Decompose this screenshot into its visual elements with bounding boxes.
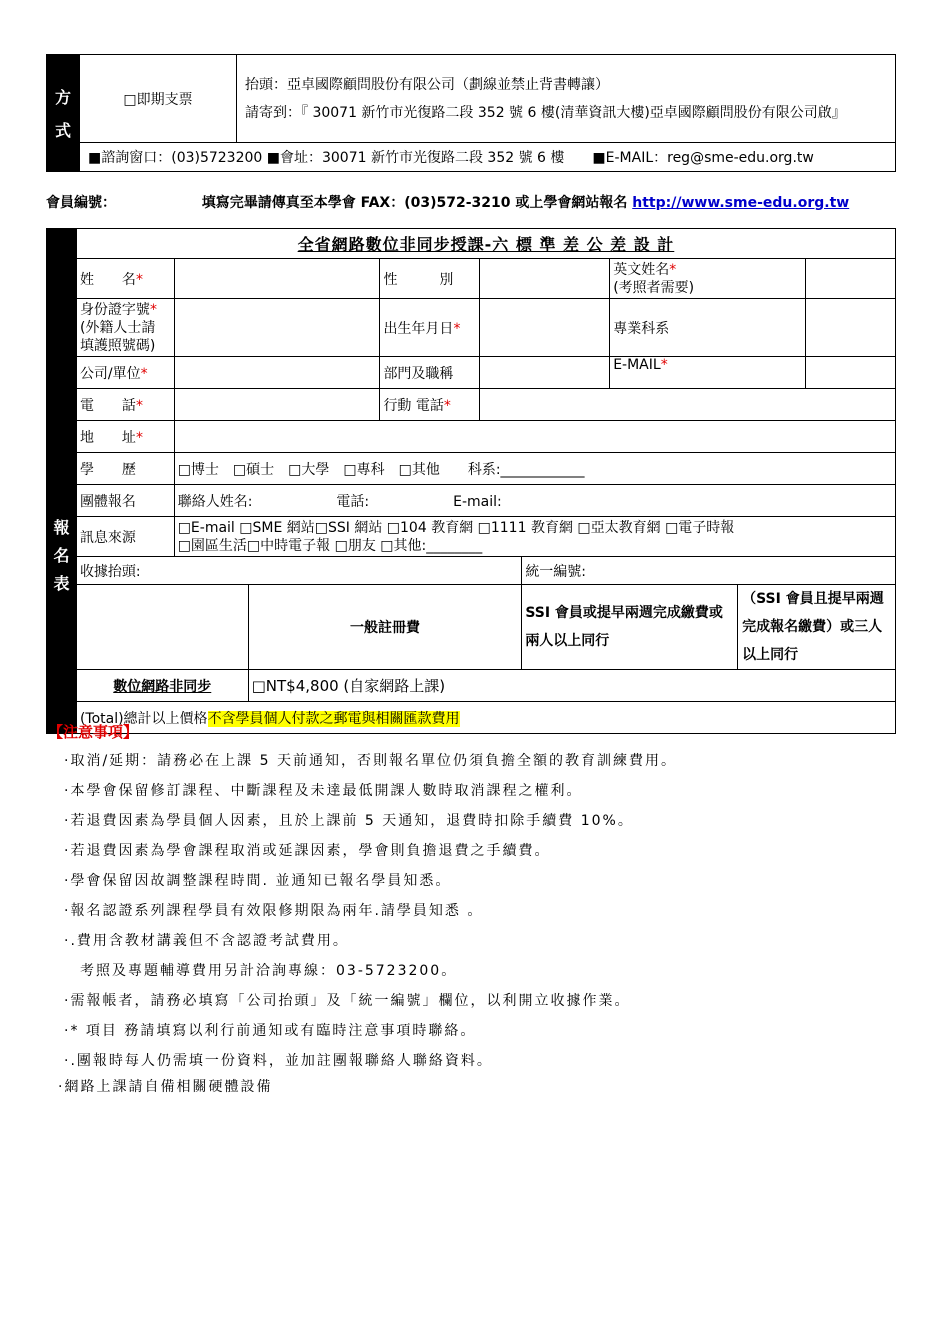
- fee-ssi-early: （SSI 會員且提早兩週完成報名繳費）或三人以上同行: [738, 585, 896, 670]
- education-options[interactable]: □博士 □碩士 □大學 □專科 □其他 科系:____________: [174, 453, 895, 485]
- education-label: 學 歷: [76, 453, 174, 485]
- gender-label: 性 別: [380, 259, 480, 299]
- phone-input[interactable]: [174, 389, 380, 421]
- note-item: ·需報帳者，請務必填寫「公司抬頭」及「統一編號」欄位，以利開立收據作業。: [64, 993, 631, 1009]
- note-item: ·若退費因素為學會課程取消或延課因素，學會則負擔退費之手續費。: [64, 843, 551, 859]
- payment-table: [46, 54, 896, 172]
- group-label: 團體報名: [76, 485, 174, 517]
- contact-info: ■諮詢窗口：(03)5723200 ■會址：30071 新竹市光復路二段 352 號 6 樓 ■E-MAIL：reg@sme-edu.org.tw: [80, 143, 896, 172]
- fee-ssi: SSI 會員或提早兩週完成繳費或兩人以上同行: [522, 585, 738, 670]
- notes-title: 【注意事項】: [48, 723, 139, 741]
- notes-section: [48, 721, 908, 1098]
- note-item: ·若退費因素為學員個人因素，且於上課前 5 天通知，退費時扣除手續費 10%。: [64, 813, 634, 829]
- gender-input[interactable]: [480, 259, 610, 299]
- address-label: 地 址*: [76, 421, 174, 453]
- name-label: 姓 名*: [76, 259, 174, 299]
- course-name: 數位網路非同步: [76, 670, 248, 702]
- source-options[interactable]: □E-mail □SME 網站□SSI 網站 □104 教育網 □1111 教育網 □亞太教育網 □電子時報 □園區生活□中時電子報 □朋友 □其他:________: [174, 517, 895, 557]
- form-title: 全省網路數位非同步授課-六 標 準 差 公 差 設 計: [76, 229, 895, 259]
- note-item: 考照及專題輔導費用另計洽詢專線：03-5723200。: [64, 963, 458, 979]
- birthday-label: 出生年月日*: [380, 299, 480, 357]
- source-label: 訊息來源: [76, 517, 174, 557]
- receipt-title[interactable]: 收據抬頭:: [76, 557, 521, 585]
- fee-general: 一般註冊費: [248, 585, 522, 670]
- major-input[interactable]: [806, 299, 896, 357]
- email-input[interactable]: [806, 357, 896, 389]
- phone-label: 電 話*: [76, 389, 174, 421]
- id-input[interactable]: [174, 299, 380, 357]
- form-header: [46, 192, 896, 212]
- group-fields[interactable]: 聯絡人姓名: 電話: E-mail:: [174, 485, 895, 517]
- fax-instruction: 填寫完畢請傳真至本學會 FAX：(03)572-3210 或上學會網站報名: [201, 195, 628, 211]
- website-link[interactable]: http://www.sme-edu.org.tw: [632, 195, 850, 211]
- payment-details: [237, 55, 896, 143]
- major-label: 專業科系: [610, 299, 806, 357]
- course-price[interactable]: □NT$4,800 (自家網路上課): [248, 670, 895, 702]
- address-input[interactable]: [174, 421, 895, 453]
- en-name-label: 英文姓名* (考照者需要): [610, 259, 806, 299]
- note-item: ·.費用含教材講義但不含認證考試費用。: [64, 933, 349, 949]
- note-item: ·網路上課請自備相關硬體設備: [58, 1079, 273, 1095]
- mobile-input[interactable]: [480, 389, 896, 421]
- note-item: ·.團報時每人仍需填一份資料，並加註團報聯絡人聯絡資料。: [64, 1053, 493, 1069]
- payee-text: 抬頭：亞卓國際顧問股份有限公司（劃線並禁止背書轉讓）: [245, 76, 609, 93]
- mail-to-text: 請寄到：『 30071 新竹市光復路二段 352 號 6 樓(清華資訊大樓)亞卓國際顧問股份有限公司啟』: [245, 104, 846, 121]
- form-side-label: 報 名 表: [47, 229, 77, 734]
- company-label: 公司/單位*: [76, 357, 174, 389]
- registration-form: [46, 228, 896, 734]
- name-input[interactable]: [174, 259, 380, 299]
- fee-blank-cell: [76, 585, 248, 670]
- note-item: ·本學會保留修訂課程、中斷課程及未達最低開課人數時取消課程之權利。: [64, 783, 583, 799]
- tax-id[interactable]: 統一編號:: [522, 557, 896, 585]
- payment-side-label: 方 式: [47, 55, 80, 172]
- note-item: ·學會保留因故調整課程時間. 並通知已報名學員知悉。: [64, 873, 452, 889]
- total-note: 不含學員個人付款之郵電與相關匯款費用: [207, 710, 460, 727]
- total-row: (Total)總計以上價格不含學員個人付款之郵電與相關匯款費用: [76, 702, 895, 734]
- id-label: 身份證字號* (外籍人士請 填護照號碼): [76, 299, 174, 357]
- check-option[interactable]: □即期支票: [80, 55, 237, 143]
- note-item: ·報名認證系列課程學員有效限修期限為兩年.請學員知悉 。: [64, 903, 484, 919]
- mobile-label: 行動 電話*: [380, 389, 480, 421]
- dept-input[interactable]: [480, 357, 610, 389]
- member-no-label: 會員編號：: [46, 195, 116, 211]
- en-name-input[interactable]: [806, 259, 896, 299]
- birthday-input[interactable]: [480, 299, 610, 357]
- note-item: ·* 項目 務請填寫以利行前通知或有臨時注意事項時聯絡。: [64, 1023, 477, 1039]
- note-item: ·取消/延期：請務必在上課 5 天前通知，否則報名單位仍須負擔全額的教育訓練費用。: [64, 753, 677, 769]
- email-label: E-MAIL*: [610, 357, 806, 389]
- dept-label: 部門及職稱: [380, 357, 480, 389]
- company-input[interactable]: [174, 357, 380, 389]
